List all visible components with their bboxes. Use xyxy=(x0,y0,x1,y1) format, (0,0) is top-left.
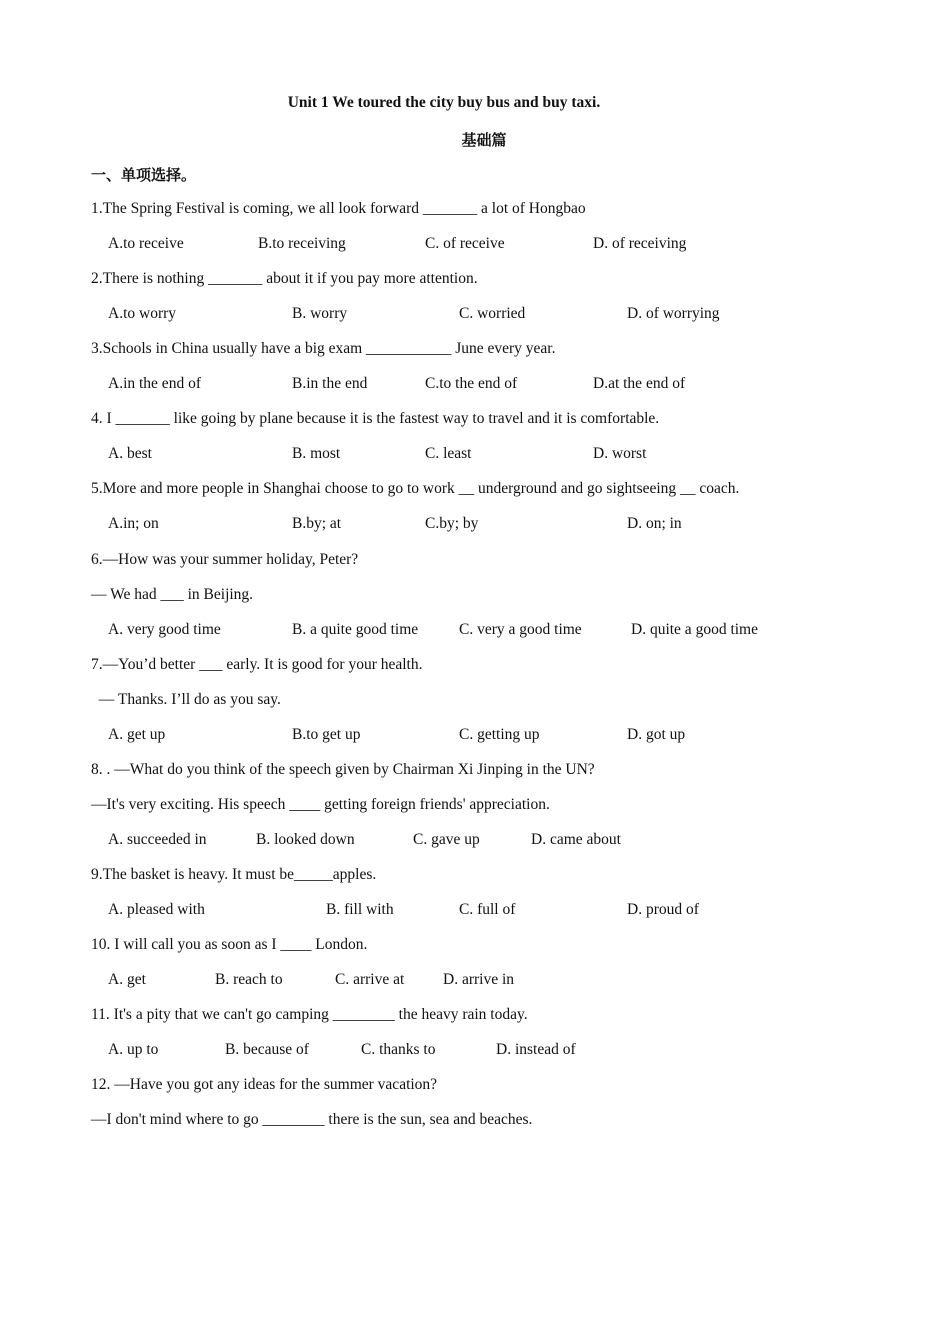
option-d: D. on; in xyxy=(627,515,682,532)
option-b: B. looked down xyxy=(256,831,355,848)
option-d: D. instead of xyxy=(496,1041,576,1058)
question-stem: 6.—How was your summer holiday, Peter? xyxy=(91,551,359,568)
question-stem: 9.The basket is heavy. It must be_____apples. xyxy=(91,866,377,883)
question-response: — Thanks. I’ll do as you say. xyxy=(91,691,281,708)
question-stem: 5.More and more people in Shanghai choose to go to work __ underground and go sightseeing __ coach. xyxy=(91,480,740,497)
option-d: D. worst xyxy=(593,445,647,462)
option-a: A.to worry xyxy=(108,305,177,322)
option-a: A. succeeded in xyxy=(108,831,207,848)
option-a: A.in; on xyxy=(108,515,159,532)
question-response: —I don't mind where to go ________ there is the sun, sea and beaches. xyxy=(91,1111,533,1128)
option-d: D. arrive in xyxy=(443,971,515,988)
option-c: C. of receive xyxy=(425,235,505,252)
question-stem: 4. I _______ like going by plane because it is the fastest way to travel and it is comfortable. xyxy=(91,410,660,427)
option-b: B. a quite good time xyxy=(292,621,419,638)
option-d: D. came about xyxy=(531,831,621,848)
question-stem: 8. . —What do you think of the speech given by Chairman Xi Jinping in the UN? xyxy=(91,761,595,778)
option-a: A. get up xyxy=(108,726,166,743)
option-b: B.in the end xyxy=(292,375,368,392)
option-c: C. gave up xyxy=(413,831,480,848)
option-c: C. very a good time xyxy=(459,621,582,638)
option-d: D. got up xyxy=(627,726,686,743)
question-stem: 12. —Have you got any ideas for the summer vacation? xyxy=(91,1076,438,1093)
section-heading: 一、单项选择。 xyxy=(91,166,197,184)
option-b: B. worry xyxy=(292,305,348,322)
option-d: D.at the end of xyxy=(593,375,686,392)
page-title: Unit 1 We toured the city buy bus and buy taxi. xyxy=(287,94,601,111)
question-stem: 2.There is nothing _______ about it if you pay more attention. xyxy=(91,270,478,287)
option-b: B.to receiving xyxy=(258,235,346,252)
option-c: C.to the end of xyxy=(425,375,518,392)
option-b: B.by; at xyxy=(292,515,342,532)
option-d: D. proud of xyxy=(627,901,699,918)
option-a: A. best xyxy=(108,445,152,462)
option-c: C. getting up xyxy=(459,726,540,743)
option-c: C.by; by xyxy=(425,515,479,532)
option-d: D. of worrying xyxy=(627,305,720,322)
option-b: B. most xyxy=(292,445,341,462)
option-c: C. thanks to xyxy=(361,1041,436,1058)
option-a: A. pleased with xyxy=(108,901,205,918)
option-c: C. worried xyxy=(459,305,526,322)
question-stem: 3.Schools in China usually have a big exam ___________ June every year. xyxy=(91,340,556,357)
option-b: B. fill with xyxy=(326,901,394,918)
option-c: C. least xyxy=(425,445,472,462)
question-stem: 11. It's a pity that we can't go camping ________ the heavy rain today. xyxy=(91,1006,528,1023)
question-response: — We had ___ in Beijing. xyxy=(91,586,254,603)
question-stem: 7.—You’d better ___ early. It is good for your health. xyxy=(91,656,423,673)
option-a: A. get xyxy=(108,971,146,988)
option-b: B. reach to xyxy=(215,971,283,988)
question-stem: 1.The Spring Festival is coming, we all look forward _______ a lot of Hongbao xyxy=(91,200,586,217)
option-c: C. full of xyxy=(459,901,516,918)
option-b: B.to get up xyxy=(292,726,361,743)
option-a: A.in the end of xyxy=(108,375,201,392)
question-response: —It's very exciting. His speech ____ getting foreign friends' appreciation. xyxy=(91,796,550,813)
question-stem: 10. I will call you as soon as I ____ London. xyxy=(91,936,368,953)
option-c: C. arrive at xyxy=(335,971,405,988)
option-a: A.to receive xyxy=(108,235,184,252)
option-b: B. because of xyxy=(225,1041,309,1058)
option-d: D. of receiving xyxy=(593,235,687,252)
option-d: D. quite a good time xyxy=(631,621,758,638)
option-a: A. up to xyxy=(108,1041,159,1058)
option-a: A. very good time xyxy=(108,621,221,638)
page-subtitle: 基础篇 xyxy=(461,131,507,149)
